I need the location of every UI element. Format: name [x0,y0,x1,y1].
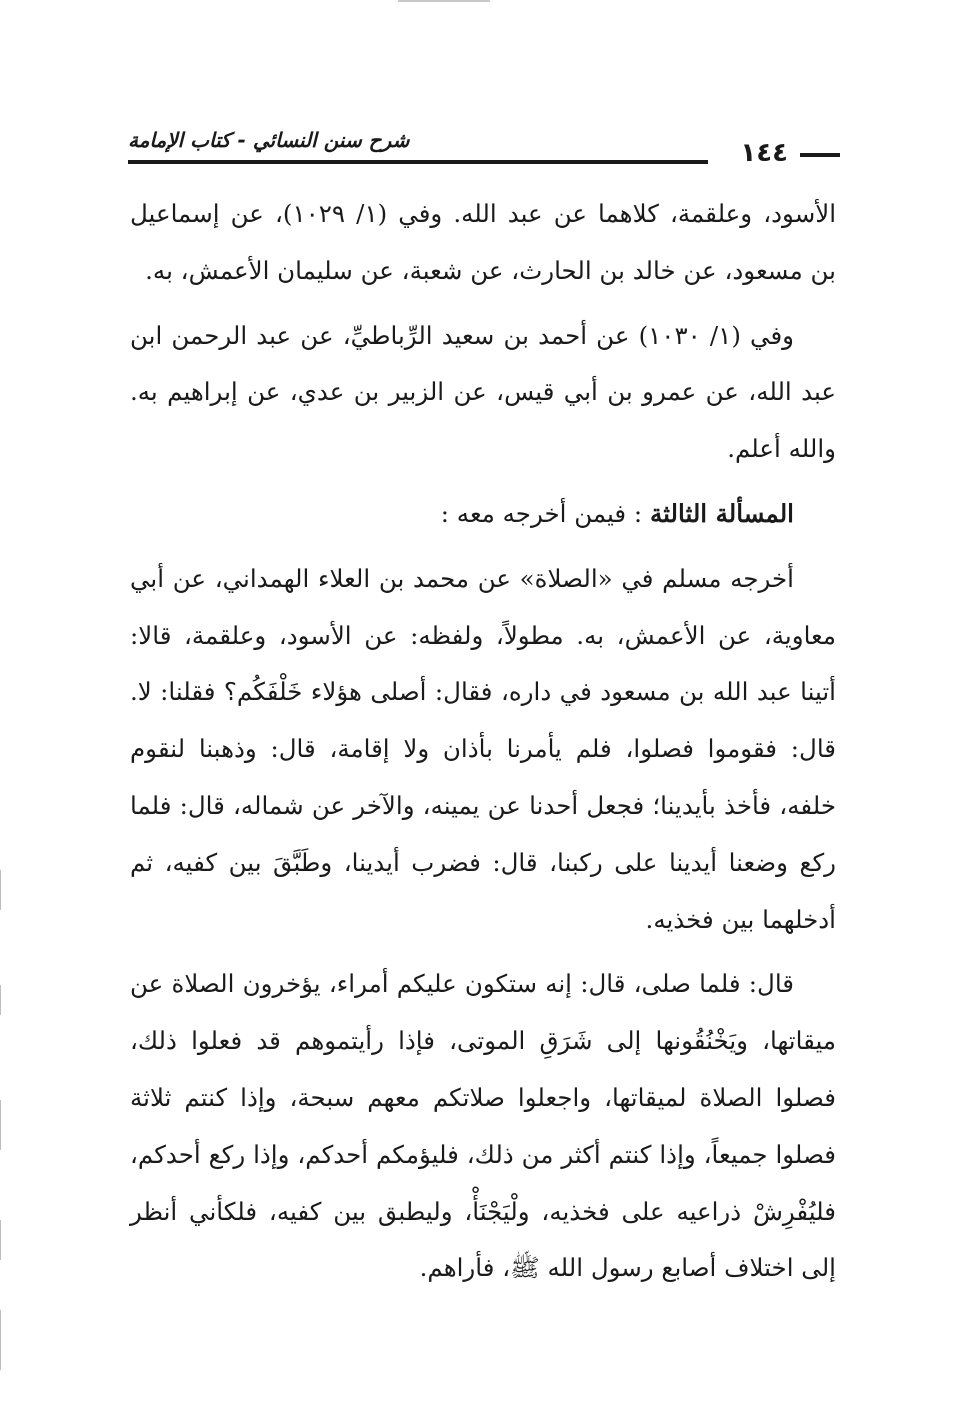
page-header [128,126,840,170]
section-heading-label: المسألة الثالثة [649,498,794,528]
margin-scan-mark [0,1310,1,1370]
margin-scan-mark [0,870,1,910]
section-heading-text: : فيمن أخرجه معه : [440,498,643,528]
header-rule [128,160,708,164]
top-edge-rule [398,0,490,2]
paragraph-4: أخرجه مسلم في «الصلاة» عن محمد بن العلاء الهمداني، عن أبي معاوية، عن الأعمش، به. مطولاً، ولفظه: عن الأسود، وعلقمة، قالا: أتينا عبد الله بن مسعود في داره، فقال: أصلى هؤلاء خَلْفَكُم؟ فقلنا: لا. قال: فقوموا فصلوا، فلم يأمرنا بأذان ولا إقامة، قال: وذهبنا لنقوم خلفه، فأخذ بأيدينا؛ فجعل أحدنا عن يمينه، والآخر عن شماله، قال: فلما ركع وضعنا أيدينا على ركبنا، قال: فضرب أيدينا، وطَبَّقَ بين كفيه، ثم أدخلهما بين فخذيه. [130,563,836,934]
paragraph-1: الأسود، وعلقمة، كلاهما عن عبد الله. وفي (١/ ١٠٢٩)، عن إسماعيل بن مسعود، عن خالد بن الحارث، عن شعبة، عن سليمان الأعمش، به. [130,199,837,285]
page-body [130,186,836,1297]
page-number: ١٤٤ [740,138,788,168]
section-heading [130,486,836,543]
margin-scan-mark [0,1220,1,1260]
paragraph-2: وفي (١/ ١٠٣٠) عن أحمد بن سعيد الرِّباطيِّ، عن عبد الرحمن ابن عبد الله، عن عمرو بن أبي قيس، عن الزبير بن عدي، عن إبراهيم به. والله أعلم. [130,320,836,464]
running-title: شرح سنن النسائي - كتاب الإمامة [128,128,410,152]
margin-scan-mark [0,985,1,1015]
page-number-dash [800,153,840,157]
paragraph-5: قال: فلما صلى، قال: إنه ستكون عليكم أمراء، يؤخرون الصلاة عن ميقاتها، ويَخْنُقُونها إلى شَرَقِ الموتى، فإذا رأيتموهم قد فعلوا ذلك، فصلوا الصلاة لميقاتها، واجعلوا صلاتكم معهم سبحة، وإذا كنتم ثلاثة فصلوا جميعاً، وإذا كنتم أكثر من ذلك، فليؤمكم أحدكم، وإذا ركع أحدكم، فليُفْرِشْ ذراعيه على فخذيه، ولْيَجْنَأْ، وليطبق بين كفيه، فلكأني أنظر إلى اختلاف أصابع رسول الله ﷺ، فأراهم. [130,969,836,1283]
margin-scan-mark [0,1100,1,1150]
